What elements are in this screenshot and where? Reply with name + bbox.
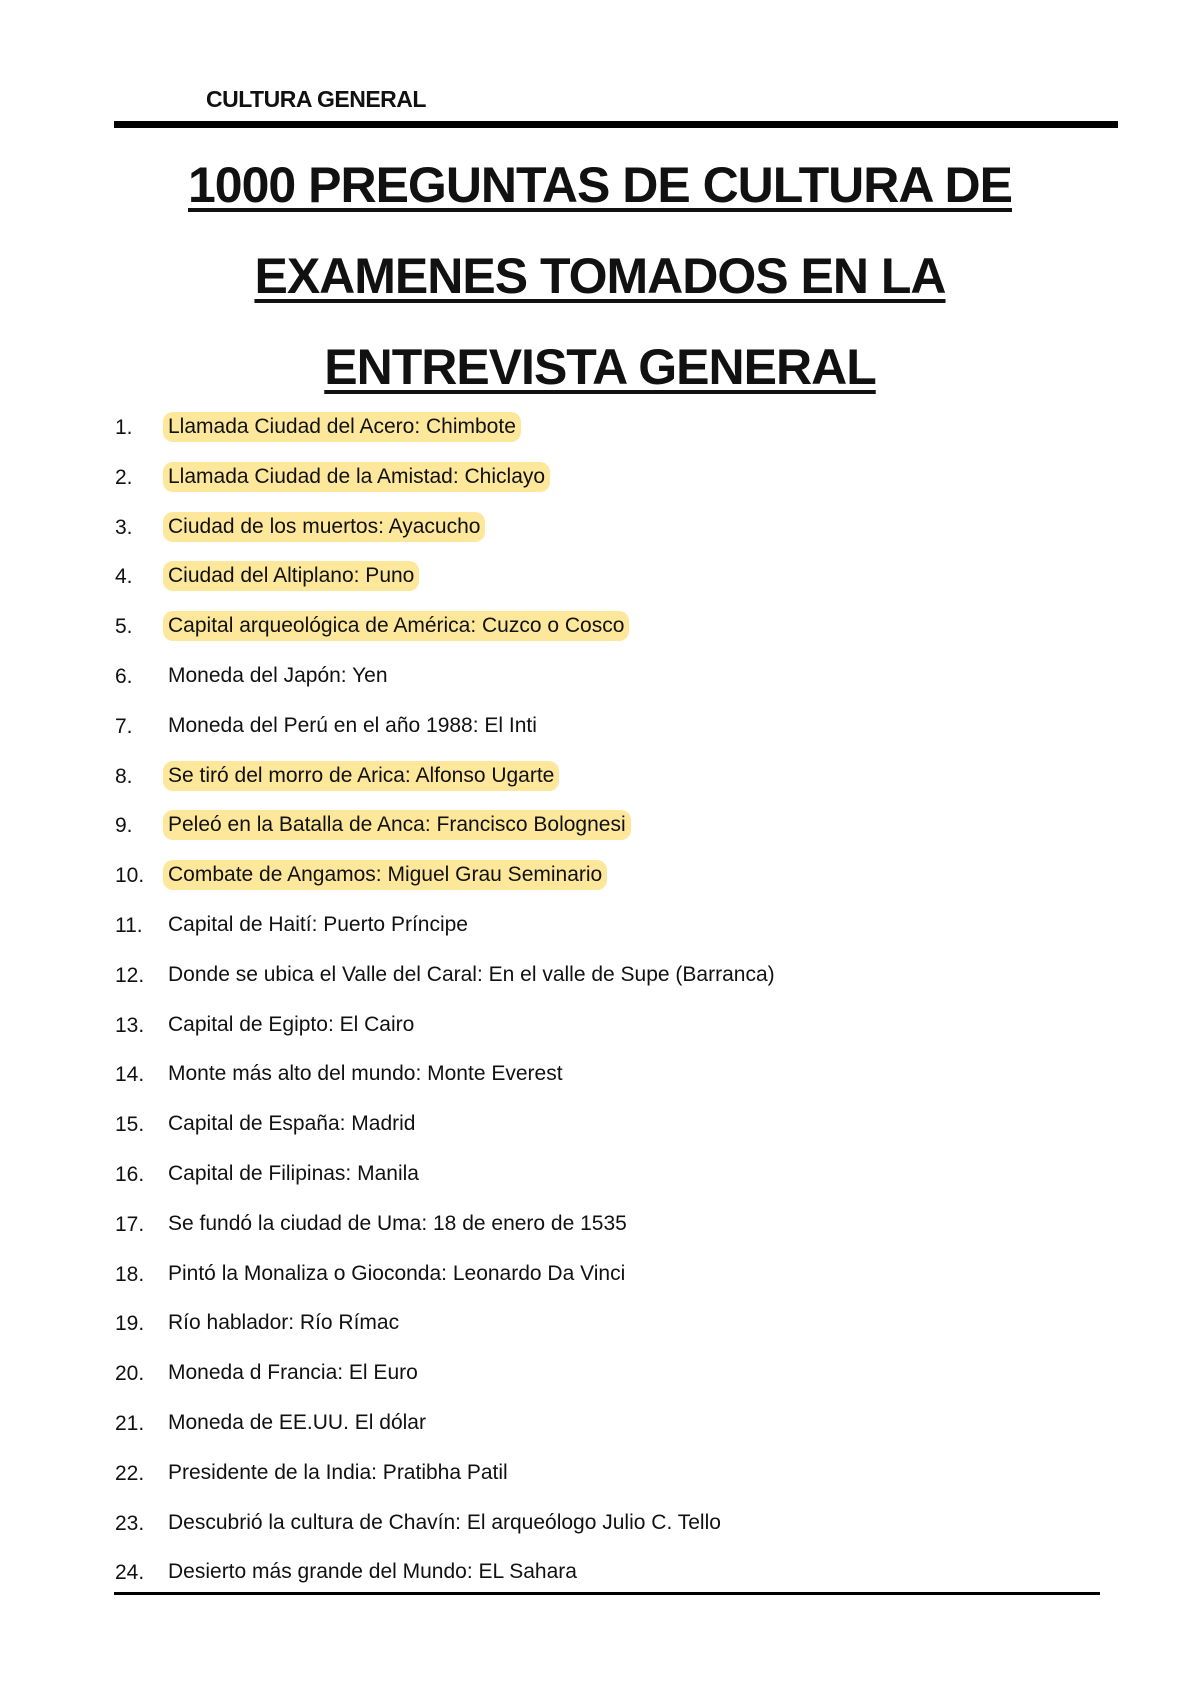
question-text: Monte más alto del mundo: Monte Everest (168, 1062, 563, 1086)
title-line-2: EXAMENES TOMADOS EN LA (254, 248, 946, 304)
list-item (0, 1151, 1200, 1201)
highlighted-question-text: Capital arqueológica de América: Cuzco o Cosco (163, 611, 629, 641)
question-number: 18. (115, 1262, 145, 1286)
question-text: Pintó la Monaliza o Gioconda: Leonardo Da Vinci (168, 1261, 626, 1285)
question-number: 8. (115, 764, 133, 788)
list-item (0, 852, 1200, 902)
list-item (0, 553, 1200, 603)
highlighted-question-text: Peleó en la Batalla de Anca: Francisco Bolognesi (163, 810, 631, 840)
question-number: 2. (115, 465, 133, 489)
list-item (0, 404, 1200, 454)
list-item (0, 603, 1200, 653)
list-item (0, 1300, 1200, 1350)
question-number: 13. (115, 1013, 145, 1037)
question-text: Donde se ubica el Valle del Caral: En el valle de Supe (Barranca) (168, 962, 775, 986)
question-number: 17. (115, 1212, 145, 1236)
question-number: 21. (115, 1411, 145, 1435)
question-number: 10. (115, 864, 145, 888)
question-text: Capital de Filipinas: Manila (168, 1161, 419, 1185)
list-item (0, 703, 1200, 753)
question-text: Se fundó la ciudad de Uma: 18 de enero de 1535 (168, 1211, 627, 1235)
title-line-3: ENTREVISTA GENERAL (324, 339, 876, 395)
document-title (100, 140, 1100, 413)
question-number: 19. (115, 1312, 145, 1336)
question-number: 24. (115, 1561, 145, 1585)
question-text: Moneda del Perú en el año 1988: El Inti (168, 713, 537, 737)
highlighted-question-text: Llamada Ciudad de la Amistad: Chiclayo (163, 462, 550, 492)
list-item (0, 454, 1200, 504)
question-text: Capital de Egipto: El Cairo (168, 1012, 415, 1036)
question-text: Moneda del Japón: Yen (168, 663, 388, 687)
list-item (0, 753, 1200, 803)
list-item (0, 1051, 1200, 1101)
question-text: Moneda d Francia: El Euro (168, 1361, 418, 1385)
list-item (0, 1201, 1200, 1251)
question-number: 14. (115, 1063, 145, 1087)
header-rule (114, 121, 1118, 128)
question-number: 7. (115, 714, 133, 738)
list-item (0, 1400, 1200, 1450)
list-item (0, 952, 1200, 1002)
question-number: 6. (115, 664, 133, 688)
list-item (0, 1350, 1200, 1400)
question-number: 9. (115, 814, 133, 838)
list-item (0, 802, 1200, 852)
question-text: Descubrió la cultura de Chavín: El arqueólogo Julio C. Tello (168, 1510, 721, 1534)
list-item (0, 902, 1200, 952)
question-text: Capital de Haití: Puerto Príncipe (168, 912, 468, 936)
question-number: 23. (115, 1511, 145, 1535)
list-item (0, 504, 1200, 554)
list-item (0, 653, 1200, 703)
question-number: 5. (115, 615, 133, 639)
running-header: CULTURA GENERAL (206, 86, 426, 112)
question-number: 20. (115, 1362, 145, 1386)
question-number: 22. (115, 1461, 145, 1485)
question-number: 16. (115, 1162, 145, 1186)
footer-rule (114, 1592, 1100, 1595)
question-number: 12. (115, 963, 145, 987)
highlighted-question-text: Llamada Ciudad del Acero: Chimbote (163, 412, 521, 442)
question-number: 11. (115, 913, 143, 937)
highlighted-question-text: Se tiró del morro de Arica: Alfonso Ugarte (163, 761, 559, 791)
question-number: 15. (115, 1113, 145, 1137)
question-number: 1. (115, 416, 133, 439)
question-number: 4. (115, 565, 133, 589)
list-item (0, 1251, 1200, 1301)
question-text: Moneda de EE.UU. El dólar (168, 1410, 426, 1434)
title-line-1: 1000 PREGUNTAS DE CULTURA DE (188, 157, 1012, 213)
question-number: 3. (115, 515, 133, 539)
question-list (0, 404, 1200, 1599)
list-item (0, 1101, 1200, 1151)
highlighted-question-text: Ciudad del Altiplano: Puno (163, 561, 419, 591)
question-text: Capital de España: Madrid (168, 1112, 416, 1136)
list-item (0, 1450, 1200, 1500)
question-text: Presidente de la India: Pratibha Patil (168, 1460, 508, 1484)
question-text: Río hablador: Río Rímac (168, 1311, 400, 1335)
highlighted-question-text: Combate de Angamos: Miguel Grau Seminario (163, 860, 607, 890)
list-item (0, 1002, 1200, 1052)
list-item (0, 1500, 1200, 1550)
question-text: Desierto más grande del Mundo: EL Sahara (168, 1560, 577, 1584)
highlighted-question-text: Ciudad de los muertos: Ayacucho (163, 512, 485, 542)
